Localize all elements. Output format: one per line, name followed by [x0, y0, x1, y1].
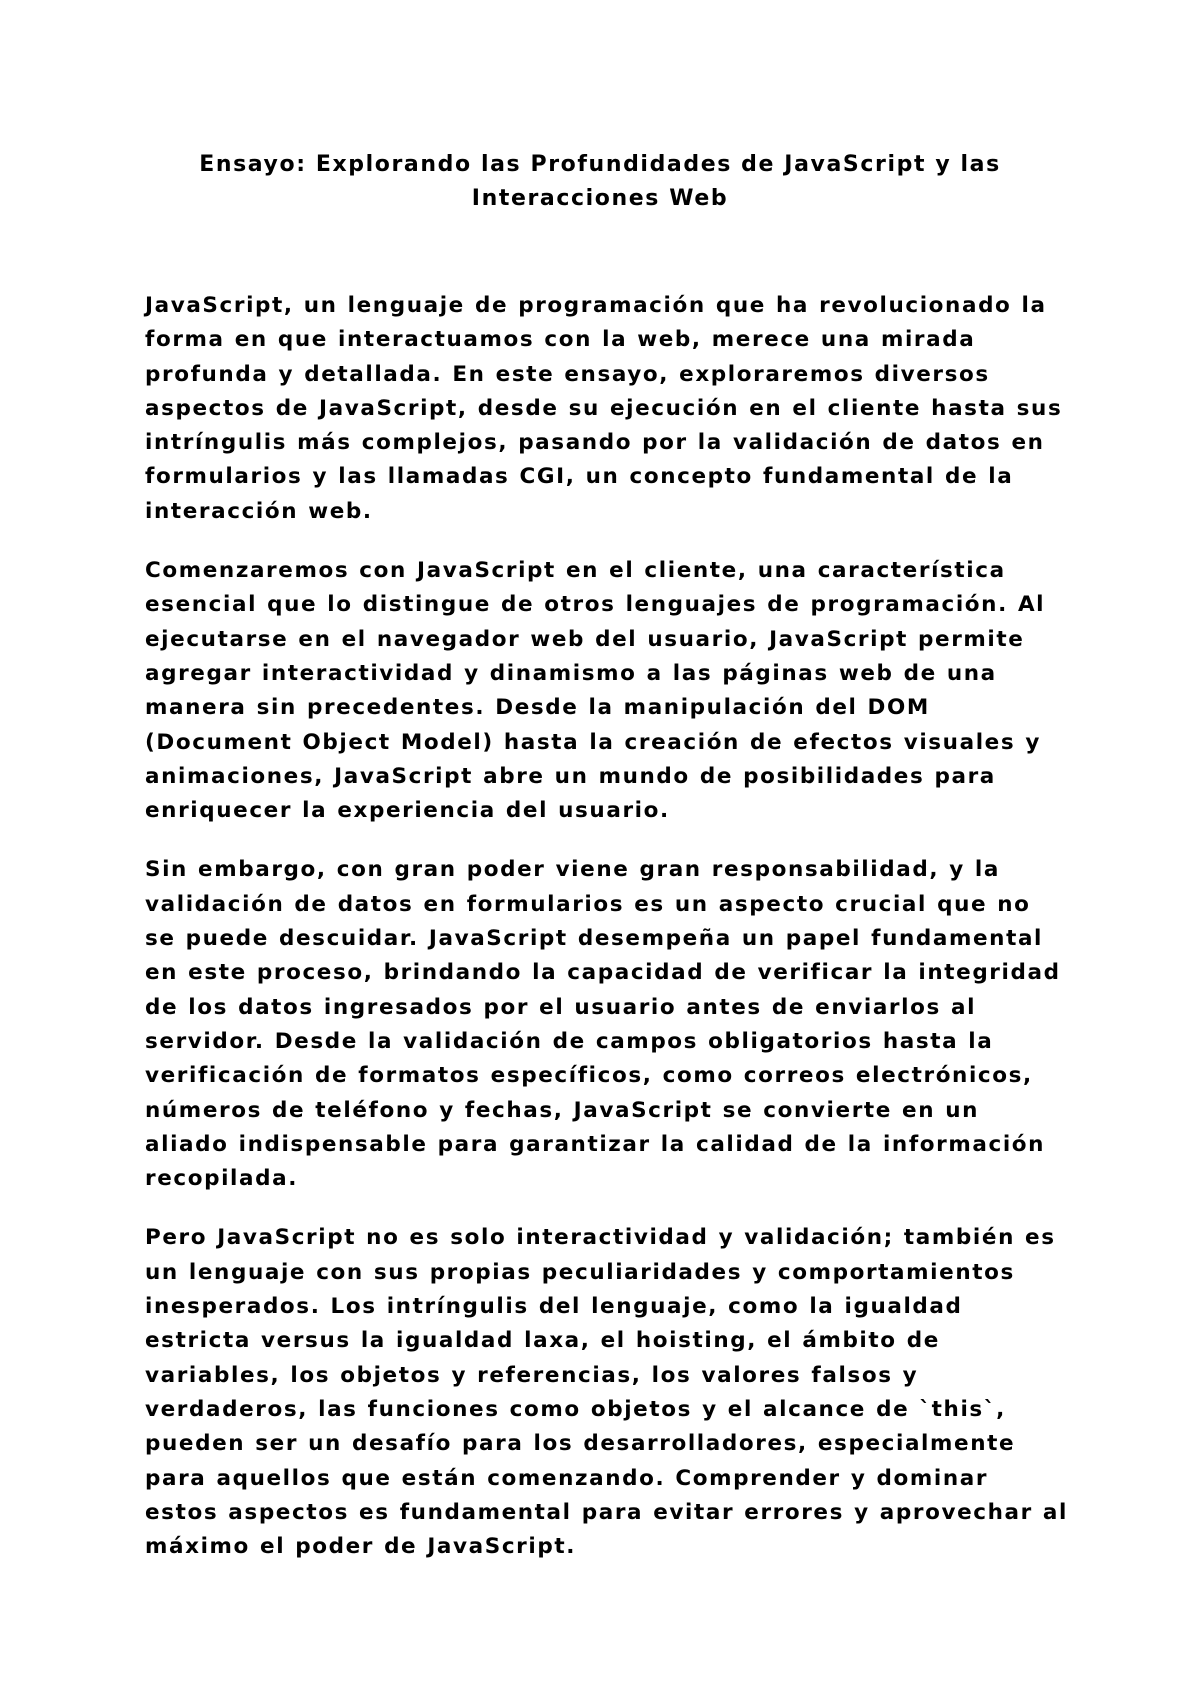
paragraph-quirks: Pero JavaScript no es solo interactividad y validación; también es un lenguaje con sus propias peculiaridades y comportamientos inesperados. Los intríngulis del lenguaje, como la igualdad estricta versus la igualdad laxa, el hoisting, el ámbito de variables, los objetos y referencias, los valores falsos y verdaderos, las funciones como objetos y el alcance de `this`, pueden ser un desafío para los desarrolladores, especialmente para aquellos que están comenzando. Comprender y dominar estos aspectos es fundamental para evitar errores y aprovechar al máximo el poder de JavaScript. — [145, 1225, 1068, 1560]
paragraph-intro: JavaScript, un lenguaje de programación que ha revolucionado la forma en que interactuamos con la web, merece una mirada profunda y detallada. En este ensayo, exploraremos diversos aspectos de JavaScript, desde su ejecución en el cliente hasta sus intríngulis más complejos, pasando por la validación de datos en formularios y las llamadas CGI, un concepto fundamental de la interacción web. — [145, 293, 1063, 524]
document-title: Ensayo: Explorando las Profundidades de JavaScript y las Interacciones Web — [199, 152, 1001, 211]
paragraph-client: Comenzaremos con JavaScript en el cliente, una característica esencial que lo distingue de otros lenguajes de programación. Al ejecutarse en el navegador web del usuario, JavaScript permite agregar interactividad y dinamismo a las páginas web de una manera sin precedentes. Desde la manipulación del DOM (Document Object Model) hasta la creación de efectos visuales y animaciones, JavaScript abre un mundo de posibilidades para enriquecer la experiencia del usuario. — [145, 558, 1046, 824]
paragraph-validation: Sin embargo, con gran poder viene gran responsabilidad, y la validación de datos en formularios es un aspecto crucial que no se puede descuidar. JavaScript desempeña un papel fundamental en este proceso, brindando la capacidad de verificar la integridad de los datos ingresados por el usuario antes de enviarlos al servidor. Desde la validación de campos obligatorios hasta la verificación de formatos específicos, como correos electrónicos, números de teléfono y fechas, JavaScript se convierte en un aliado indispensable para garantizar la calidad de la información recopilada. — [145, 857, 1061, 1192]
document-body — [145, 289, 1070, 1589]
